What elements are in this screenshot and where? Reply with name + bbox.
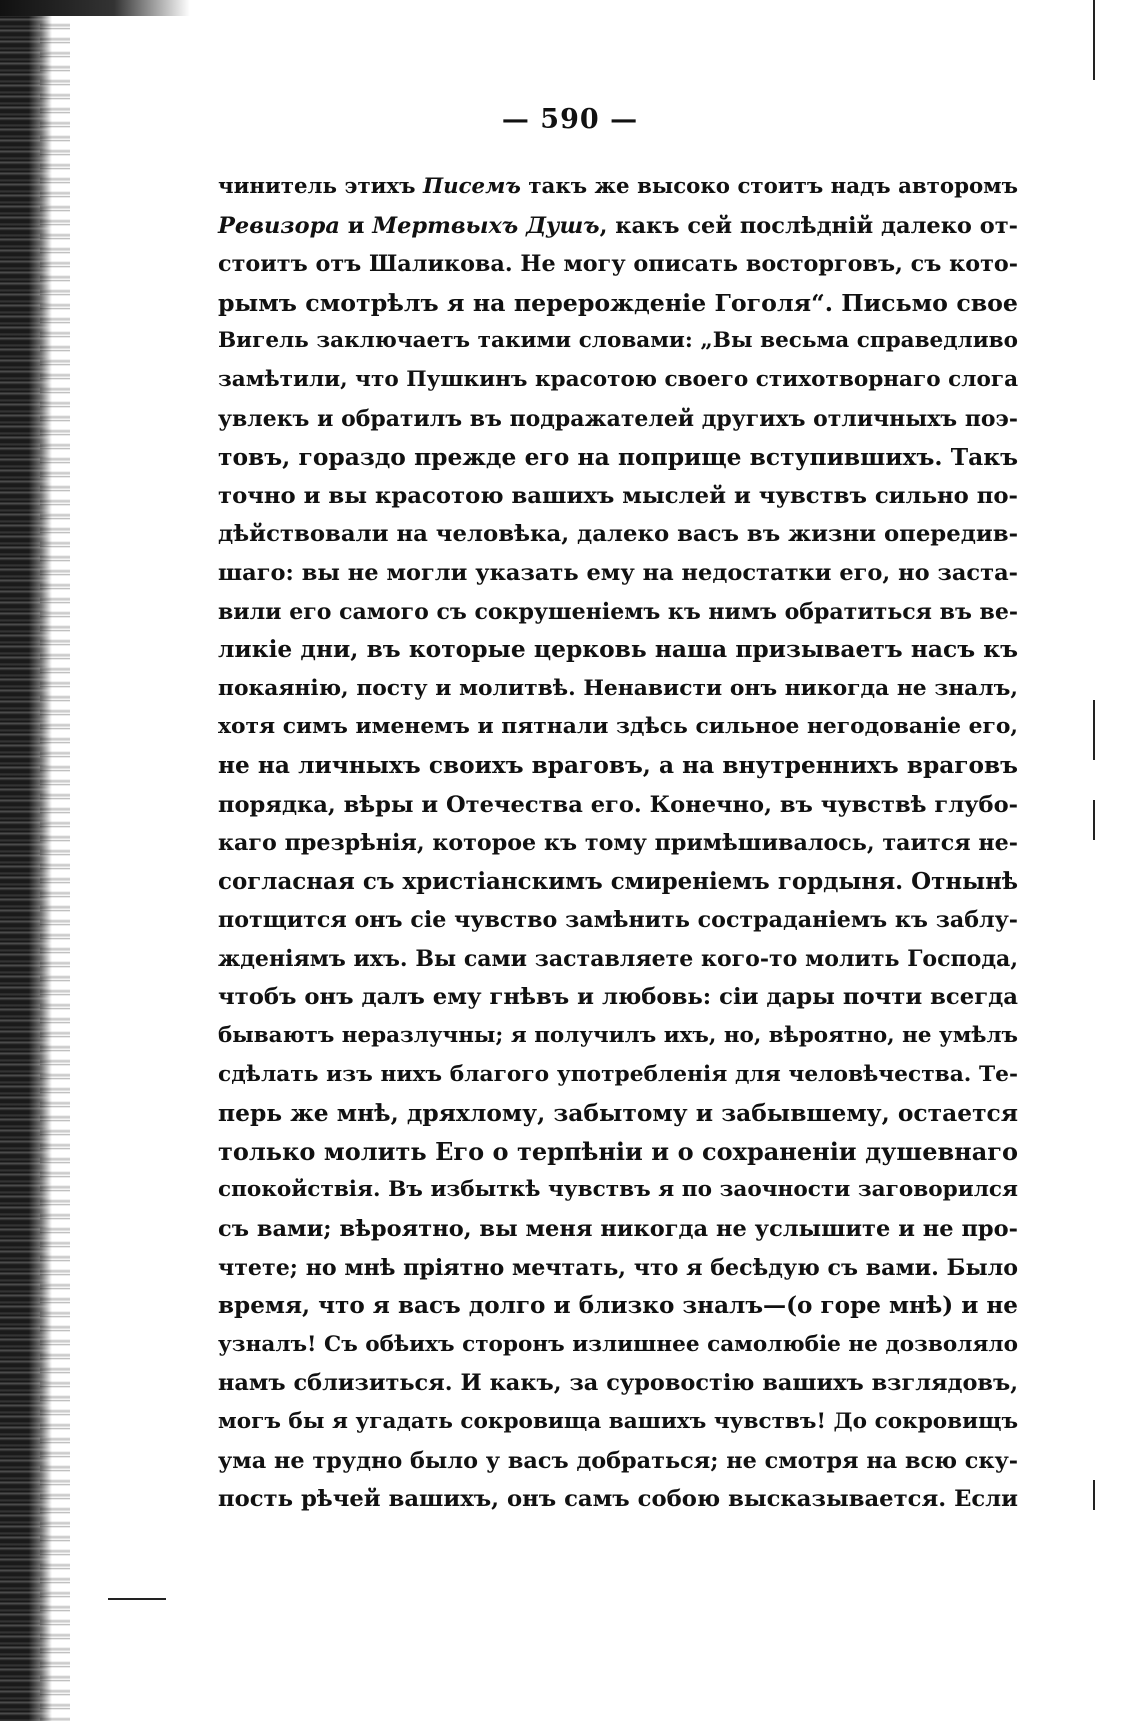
text-line bbox=[218, 631, 1018, 670]
text-line bbox=[218, 477, 1018, 516]
text-segment: съ вами; вѣроятно, вы меня никогда не услышите и не про- bbox=[218, 1216, 1018, 1243]
text-segment: бываютъ неразлучны; я получилъ ихъ, но, вѣроятно, не умѣлъ bbox=[218, 1023, 1018, 1049]
text-segment: покаянію, посту и молитвѣ. Ненависти онъ никогда не зналъ, bbox=[218, 675, 1018, 701]
text-line bbox=[218, 1249, 1018, 1288]
text-segment: стоитъ отъ Шаликова. Не могу описать восторговъ, съ кото- bbox=[218, 251, 1018, 278]
text-line bbox=[218, 708, 1018, 747]
text-segment: жденіямъ ихъ. Вы сами заставляете кого-то молить Господа, bbox=[218, 945, 1018, 972]
text-segment: согласная съ христіанскимъ смиреніемъ гордыня. Отнынѣ bbox=[218, 867, 1018, 895]
text-segment: вили его самого съ сокрушеніемъ къ нимъ обратиться въ ве- bbox=[218, 598, 1018, 625]
text-segment: и bbox=[339, 212, 373, 239]
text-segment: чтете; но мнѣ пріятно мечтать, что я бесѣдую съ вами. Было bbox=[218, 1254, 1018, 1281]
text-segment: узналъ! Съ обѣихъ сторонъ излишнее самолюбіе не дозволяло bbox=[218, 1331, 1019, 1357]
text-segment: Вигель заключаетъ такими словами: „Вы весьма справедливо bbox=[218, 328, 1018, 354]
text-segment: порядка, вѣры и Отечества его. Конечно, въ чувствѣ глубо- bbox=[218, 791, 1018, 818]
text-line bbox=[218, 515, 1018, 554]
text-segment: рымъ смотрѣлъ я на перерожденіе Гоголя“. Письмо свое bbox=[218, 288, 1018, 317]
text-segment: время, что я васъ долго и близко зналъ—(о горе мнѣ) и не bbox=[218, 1292, 1018, 1320]
text-segment: ума не трудно было у васъ добраться; не смотря на всю ску- bbox=[218, 1447, 1019, 1474]
text-line bbox=[218, 940, 1018, 979]
text-line bbox=[218, 1403, 1018, 1442]
right-edge-mark bbox=[1093, 800, 1095, 840]
text-line bbox=[218, 1056, 1018, 1095]
text-segment: чтобъ онъ далъ ему гнѣвъ и любовь: сіи дары почти всегда bbox=[218, 984, 1018, 1011]
text-segment: могъ бы я угадать сокровища вашихъ чувствъ! До сокровищъ bbox=[218, 1409, 1018, 1434]
text-line bbox=[218, 824, 1018, 863]
text-segment: не на личныхъ своихъ враговъ, а на внутреннихъ враговъ bbox=[218, 751, 1018, 779]
text-line bbox=[218, 1326, 1018, 1365]
text-segment: потщится онъ сіе чувство замѣнить состраданіемъ къ заблу- bbox=[218, 907, 1018, 934]
text-line bbox=[218, 245, 1018, 284]
text-line bbox=[218, 863, 1018, 902]
text-line bbox=[218, 361, 1018, 400]
text-line bbox=[218, 554, 1018, 593]
text-segment: точно и вы красотою вашихъ мыслей и чувствъ сильно по- bbox=[218, 482, 1018, 509]
text-line bbox=[218, 207, 1018, 246]
text-segment: сдѣлать изъ нихъ благого употребленія для человѣчества. Те- bbox=[218, 1061, 1018, 1087]
text-line bbox=[218, 670, 1018, 709]
italic-title: Ревизора bbox=[218, 212, 340, 239]
text-line bbox=[218, 786, 1018, 825]
italic-title: Мертвыхъ Душъ bbox=[372, 212, 600, 239]
binding-speckle bbox=[40, 0, 70, 1721]
text-segment: чинитель этихъ bbox=[218, 174, 423, 199]
text-segment: только молить Его о терпѣніи и о сохраненіи душевнаго bbox=[218, 1136, 1018, 1166]
right-edge-mark bbox=[1093, 1480, 1095, 1510]
body-text bbox=[218, 168, 1018, 1519]
text-segment: такъ же высоко стоитъ надъ авторомъ bbox=[520, 174, 1018, 199]
text-line bbox=[218, 400, 1018, 439]
text-line bbox=[218, 978, 1018, 1017]
text-segment: каго презрѣнія, которое къ тому примѣшивалось, таится не- bbox=[218, 830, 1018, 857]
text-line bbox=[218, 1133, 1018, 1172]
text-segment: шаго: вы не могли указать ему на недостатки его, но застa- bbox=[218, 559, 1018, 586]
text-line bbox=[218, 1442, 1018, 1481]
text-line bbox=[218, 1017, 1018, 1056]
text-segment: намъ сблизиться. И какъ, за суровостію вашихъ взглядовъ, bbox=[218, 1370, 1018, 1397]
text-segment: спокойствія. Въ избыткѣ чувствъ я по заочности заговорился bbox=[218, 1177, 1018, 1203]
text-line bbox=[218, 1480, 1018, 1519]
bottom-rule bbox=[108, 1598, 166, 1600]
italic-title: Писемъ bbox=[422, 174, 521, 199]
page-number: — 590 — bbox=[501, 104, 639, 135]
right-edge-mark bbox=[1093, 700, 1095, 760]
text-segment: хотя симъ именемъ и пятнали здѣсь сильное негодованіе его, bbox=[218, 714, 1018, 740]
top-scan-shadow bbox=[0, 0, 190, 16]
text-line bbox=[218, 1210, 1018, 1249]
text-line bbox=[218, 168, 1018, 207]
text-segment: перь же мнѣ, дряхлому, забытому и забывшему, остается bbox=[218, 1099, 1018, 1128]
text-segment: пость рѣчей вашихъ, онъ самъ собою высказывается. Если bbox=[218, 1486, 1018, 1513]
text-segment: ликіе дни, въ которые церковь наша призываетъ насъ къ bbox=[218, 636, 1018, 664]
right-edge-mark bbox=[1093, 0, 1095, 80]
text-line bbox=[218, 593, 1018, 632]
text-line bbox=[218, 284, 1018, 323]
text-segment: товъ, гораздо прежде его на поприще вступившихъ. Такъ bbox=[218, 443, 1018, 472]
text-segment: , какъ сей послѣдній далеко от- bbox=[599, 212, 1018, 239]
text-line bbox=[218, 747, 1018, 786]
text-line bbox=[218, 322, 1018, 361]
text-line bbox=[218, 1094, 1018, 1133]
text-line bbox=[218, 1364, 1018, 1403]
text-segment: увлекъ и обратилъ въ подражателей другихъ отличныхъ поэ- bbox=[218, 405, 1018, 432]
text-line bbox=[218, 1287, 1018, 1326]
text-segment: дѣйствовали на человѣка, далеко васъ въ жизни опередив- bbox=[218, 521, 1019, 548]
text-line bbox=[218, 901, 1018, 940]
text-line bbox=[218, 1171, 1018, 1210]
text-segment: замѣтили, что Пушкинъ красотою своего стихотворнаго слога bbox=[218, 366, 1019, 392]
text-line bbox=[218, 438, 1018, 477]
